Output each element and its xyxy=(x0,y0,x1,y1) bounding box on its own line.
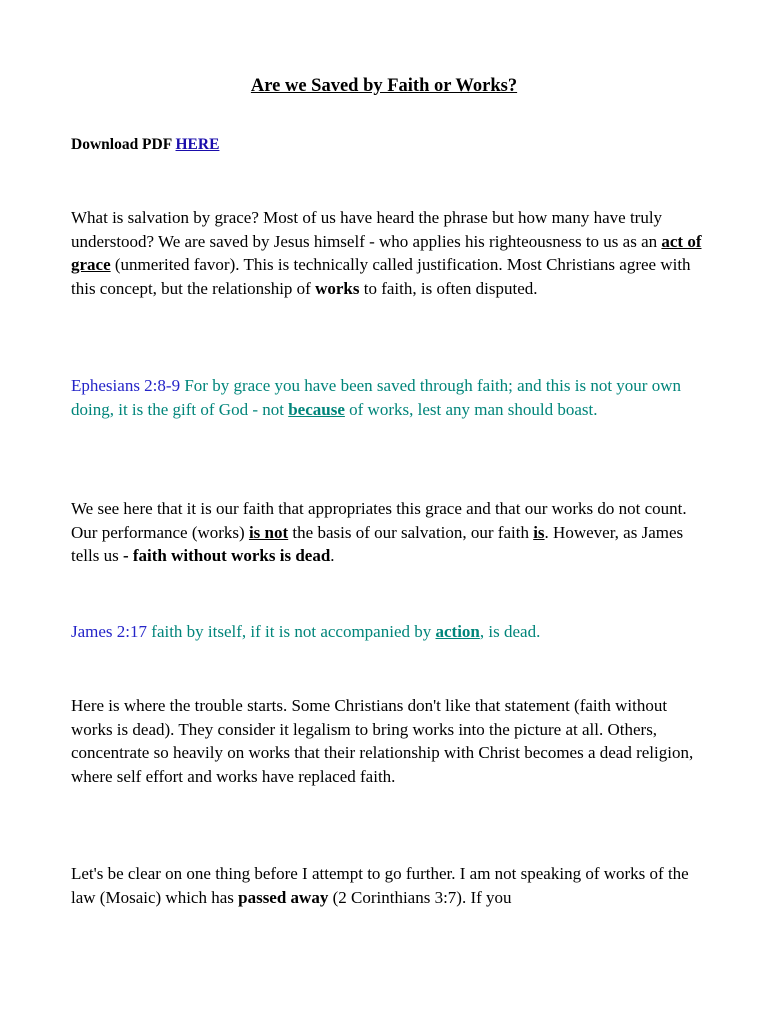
intro-text-2: (unmerited favor). This is technically called justification. Most Christians agree with this concept, but the relationship of xyxy=(71,255,691,298)
p2-text-2: the basis of our salvation, our faith xyxy=(288,522,534,542)
paragraph-trouble-starts: Here is where the trouble starts. Some Christians don't like that statement (faith without works is dead). They consider it legalism to bring works into the picture at all. Others, concentrate so heavily on works that their relationship with Christ becomes a dead religion, where self effort and works have replaced faith. xyxy=(71,696,694,786)
intro-text-3: to faith, is often disputed. xyxy=(359,278,538,298)
paragraph-faith-appropriates xyxy=(71,497,711,568)
verse-reference-james: James 2:17 xyxy=(71,622,148,641)
download-label: Download PDF xyxy=(71,136,176,153)
paragraph-intro xyxy=(71,206,711,300)
verse-james xyxy=(71,620,711,644)
verse-james-text-2: , is dead. xyxy=(479,622,541,641)
intro-emphasis-works: works xyxy=(315,278,360,298)
p2-emphasis-is: is xyxy=(533,522,545,542)
page-title: Are we Saved by Faith or Works? xyxy=(250,76,518,96)
verse-text-2: of works, lest any man should boast. xyxy=(344,399,598,419)
p2-emphasis-is-not: is not xyxy=(248,522,289,542)
p2-text-3: . However, as James tells us xyxy=(71,522,684,565)
p2-text-1: We see here that it is our faith that appropriates this grace and that our works do not count. Our performance (works) xyxy=(71,499,687,542)
intro-emphasis-act-of-grace: act of grace xyxy=(71,231,702,274)
download-line xyxy=(71,133,219,157)
p4-text-1: Let's be clear on one thing before I attempt to go further. I am not speaking of works of the law (Mosaic) which has xyxy=(71,864,689,907)
intro-text-1: What is salvation by grace? Most of us have heard the phrase but how many have truly understood? We are saved by Jesus himself - who applies his righteousness to us as an xyxy=(71,208,663,251)
paragraph-be-clear xyxy=(71,862,711,909)
p4-text-2: (2 Corinthians 3:7). If you xyxy=(328,887,512,907)
verse-emphasis-because: because xyxy=(288,399,345,419)
p2-text-4: . xyxy=(330,546,335,565)
verse-text-1: For by grace you have been saved through faith; and this is not your own doing, it is the gift of God - not xyxy=(71,376,681,419)
p4-emphasis-passed-away: passed away xyxy=(238,887,329,907)
verse-reference-ephesians: Ephesians 2:8-9 xyxy=(71,376,181,395)
verse-james-text-1: faith by itself, if it is not accompanied by xyxy=(147,622,436,641)
verse-ephesians xyxy=(71,374,711,421)
p2-emphasis-faith-without-works: - faith without works is dead xyxy=(122,546,331,565)
download-pdf-link[interactable]: HERE xyxy=(175,136,220,153)
verse-emphasis-action: action xyxy=(435,622,480,641)
